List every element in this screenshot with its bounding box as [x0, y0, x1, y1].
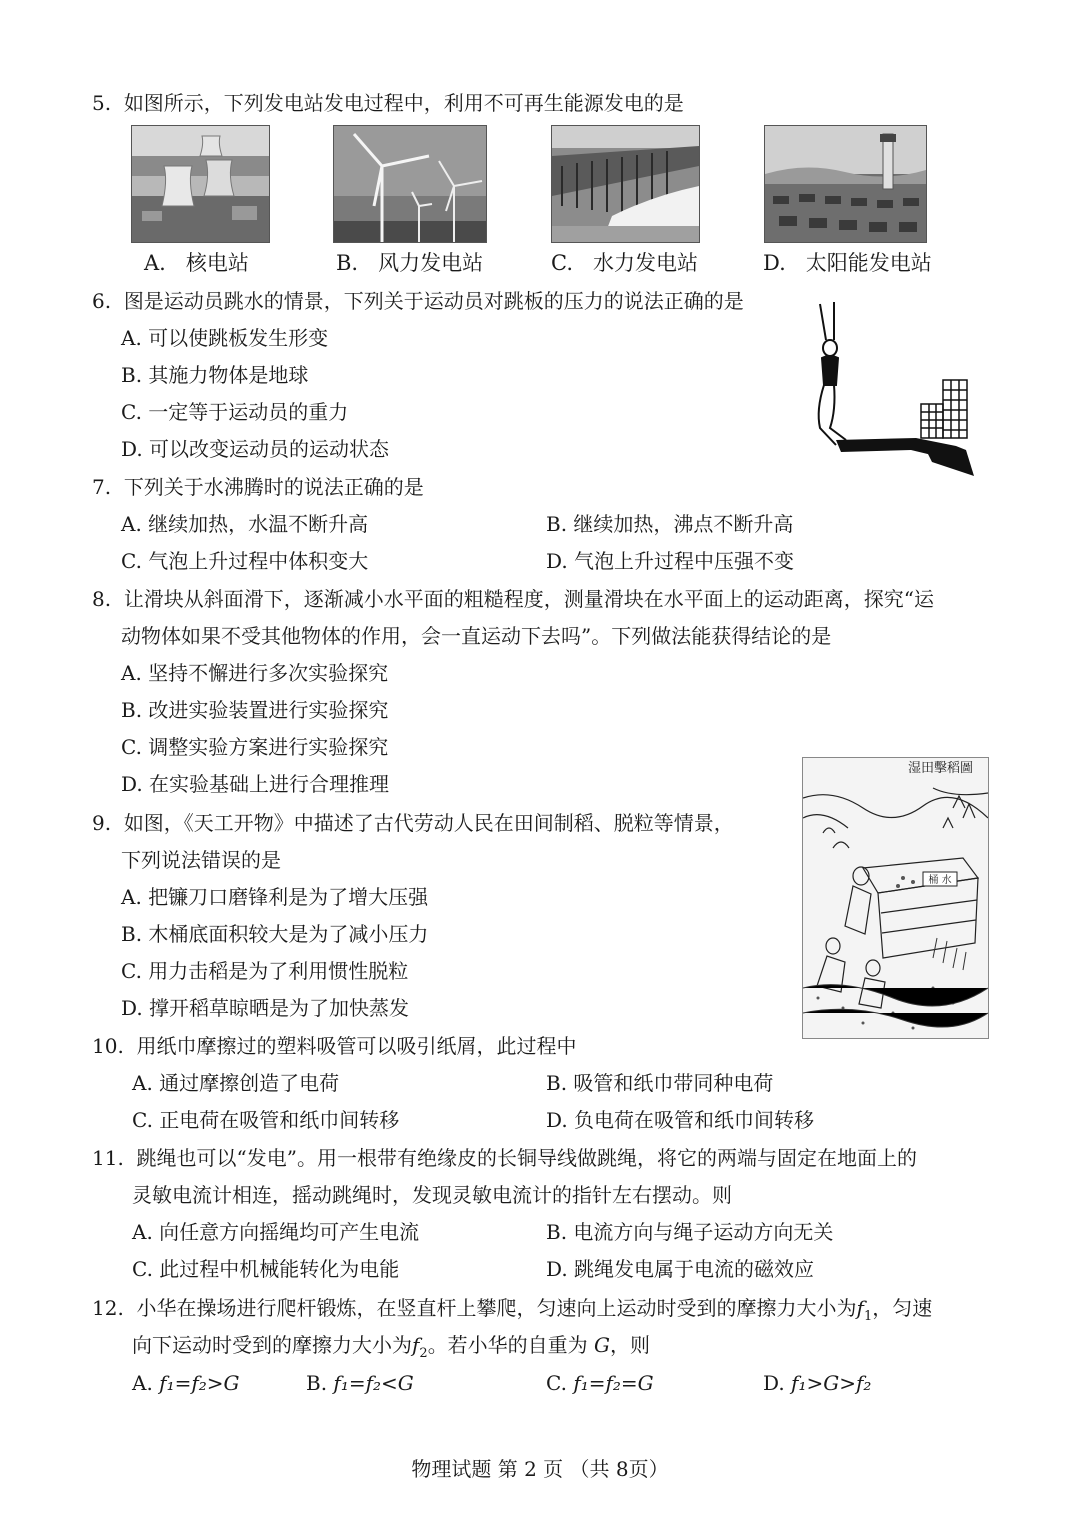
q10-stem: [92, 1033, 577, 1059]
nuclear-plant-photo: [131, 125, 270, 243]
q8-stem-text: 让滑块从斜面滑下，逐渐减小水平面的粗糙程度，测量滑块在水平面上的运动距离，探究“运: [123, 587, 935, 611]
option-letter: A.: [132, 1371, 153, 1395]
option-text: 风力发电站: [378, 251, 484, 275]
option-letter: B.: [336, 251, 359, 275]
q12-stem-text: 向下运动时受到的摩擦力大小为: [132, 1333, 412, 1357]
q7-option-b: B. 继续加热，沸点不断升高: [546, 512, 794, 536]
option-expression: f₁=f₂<G: [333, 1371, 414, 1395]
q6-stem-text: 图是运动员跳水的情景，下列关于运动员对跳板的压力的说法正确的是: [123, 289, 744, 313]
q12-stem-text: ，匀速: [872, 1296, 933, 1320]
q9-option-d: D. 撑开稻草晾晒是为了加快蒸发: [121, 996, 410, 1020]
option-expression: f₁>G>f₂: [791, 1371, 872, 1395]
option-letter: D.: [763, 1371, 785, 1395]
q8-option-d: D. 在实验基础上进行合理推理: [121, 772, 390, 796]
q5-number: 5.: [92, 91, 112, 115]
solar-plant-photo: [764, 125, 927, 243]
q12-stem-text: 小华在操场进行爬杆锻炼，在竖直杆上攀爬，匀速向上运动时受到的摩擦力大小为: [136, 1296, 857, 1320]
q7-stem: [92, 474, 424, 500]
q10-number: 10.: [92, 1034, 124, 1058]
q5-option-a: [144, 250, 249, 276]
q5-stem-text: 如图所示，下列发电站发电过程中，利用不可再生能源发电的是: [123, 91, 684, 115]
tiangong-kaiwu-illustration: [802, 757, 989, 1039]
hydro-dam-photo: [551, 125, 700, 243]
q8-stem-line1: [92, 586, 934, 612]
q9-option-c: C. 用力击稻是为了利用惯性脱粒: [121, 959, 409, 983]
q11-option-d: D. 跳绳发电属于电流的磁效应: [546, 1257, 815, 1281]
q6-number: 6.: [92, 289, 112, 313]
q11-stem-text: 跳绳也可以“发电”。用一根带有绝缘皮的长铜导线做跳绳，将它的两端与固定在地面上的: [136, 1146, 917, 1170]
q9-stem-line2: 下列说法错误的是: [121, 848, 281, 872]
q10-stem-text: 用纸巾摩擦过的塑料吸管可以吸引纸屑，此过程中: [136, 1034, 577, 1058]
q7-option-a: A. 继续加热，水温不断升高: [121, 512, 369, 536]
q12-option-a: [132, 1370, 240, 1396]
q12-option-d: [763, 1370, 871, 1396]
q7-stem-text: 下列关于水沸腾时的说法正确的是: [123, 475, 424, 499]
option-letter: C.: [551, 251, 573, 275]
q12-number: 12.: [92, 1296, 124, 1320]
wind-farm-photo: [333, 125, 487, 243]
q11-stem-line1: [92, 1145, 917, 1171]
q12-stem-text: ，则: [610, 1333, 651, 1357]
q5-option-b: [336, 250, 483, 276]
q12-option-c: [546, 1370, 654, 1396]
option-expression: f₁=f₂>G: [159, 1371, 240, 1395]
q10-option-c: C. 正电荷在吸管和纸巾间转移: [132, 1108, 400, 1132]
option-text: 核电站: [185, 251, 249, 275]
q12-stem-line1: [92, 1295, 932, 1330]
option-letter: A.: [144, 251, 166, 275]
q5-option-c: [551, 250, 698, 276]
q6-option-d: D. 可以改变运动员的运动状态: [121, 437, 390, 461]
option-text: 水力发电站: [593, 251, 699, 275]
q8-option-b: B. 改进实验装置进行实验探究: [121, 698, 389, 722]
q11-number: 11.: [92, 1146, 124, 1170]
q12-stem-text: 。若小华的自重为: [427, 1333, 588, 1357]
option-letter: C.: [546, 1371, 567, 1395]
q6-option-b: B. 其施力物体是地球: [121, 363, 309, 387]
symbol-f: f: [856, 1296, 864, 1320]
q8-option-a: A. 坚持不懈进行多次实验探究: [121, 661, 389, 685]
q5-option-d: [763, 250, 932, 276]
q9-number: 9.: [92, 811, 112, 835]
q6-option-a: A. 可以使跳板发生形变: [121, 326, 329, 350]
q11-option-a: A. 向任意方向摇绳均可产生电流: [132, 1220, 420, 1244]
q5-stem: [92, 90, 684, 116]
q6-stem: [92, 288, 744, 314]
q8-option-c: C. 调整实验方案进行实验探究: [121, 735, 389, 759]
q10-option-d: D. 负电荷在吸管和纸巾间转移: [546, 1108, 815, 1132]
q11-option-c: C. 此过程中机械能转化为电能: [132, 1257, 400, 1281]
diver-illustration: [806, 300, 976, 485]
option-expression: f₁=f₂=G: [573, 1371, 654, 1395]
subscript: 1: [863, 1309, 873, 1324]
q11-option-b: B. 电流方向与绳子运动方向无关: [546, 1220, 834, 1244]
q9-stem-line1: [92, 810, 734, 836]
q10-option-a: A. 通过摩擦创造了电荷: [132, 1071, 340, 1095]
page-footer: 物理试题 第 2 页 （共 8页）: [411, 1457, 669, 1481]
option-letter: B.: [306, 1371, 328, 1395]
subscript: 2: [419, 1346, 428, 1361]
bucket-label: 桶 水: [928, 875, 952, 886]
option-letter: D.: [763, 251, 786, 275]
q8-stem-line2: 动物体如果不受其他物体的作用，会一直运动下去吗”。下列做法能获得结论的是: [121, 624, 832, 648]
q12-option-b: [306, 1370, 414, 1396]
q7-option-d: D. 气泡上升过程中压强不变: [546, 549, 795, 573]
illustration-title: 湿田擊稻圖: [907, 761, 973, 776]
q9-stem-text: 如图，《天工开物》中描述了古代劳动人民在田间制稻、脱粒等情景，: [123, 811, 734, 835]
q6-option-c: C. 一定等于运动员的重力: [121, 400, 349, 424]
q9-option-b: B. 木桶底面积较大是为了减小压力: [121, 922, 429, 946]
q7-number: 7.: [92, 475, 112, 499]
symbol-g: G: [594, 1333, 611, 1357]
option-text: 太阳能发电站: [805, 251, 932, 275]
q11-stem-line2: 灵敏电流计相连，摇动跳绳时，发现灵敏电流计的指针左右摆动。则: [132, 1183, 732, 1207]
q8-number: 8.: [92, 587, 112, 611]
q9-option-a: A. 把镰刀口磨锋利是为了增大压强: [121, 885, 429, 909]
q10-option-b: B. 吸管和纸巾带同种电荷: [546, 1071, 774, 1095]
q7-option-c: C. 气泡上升过程中体积变大: [121, 549, 369, 573]
q12-stem-line2: [132, 1332, 650, 1367]
symbol-f: f: [412, 1333, 420, 1357]
